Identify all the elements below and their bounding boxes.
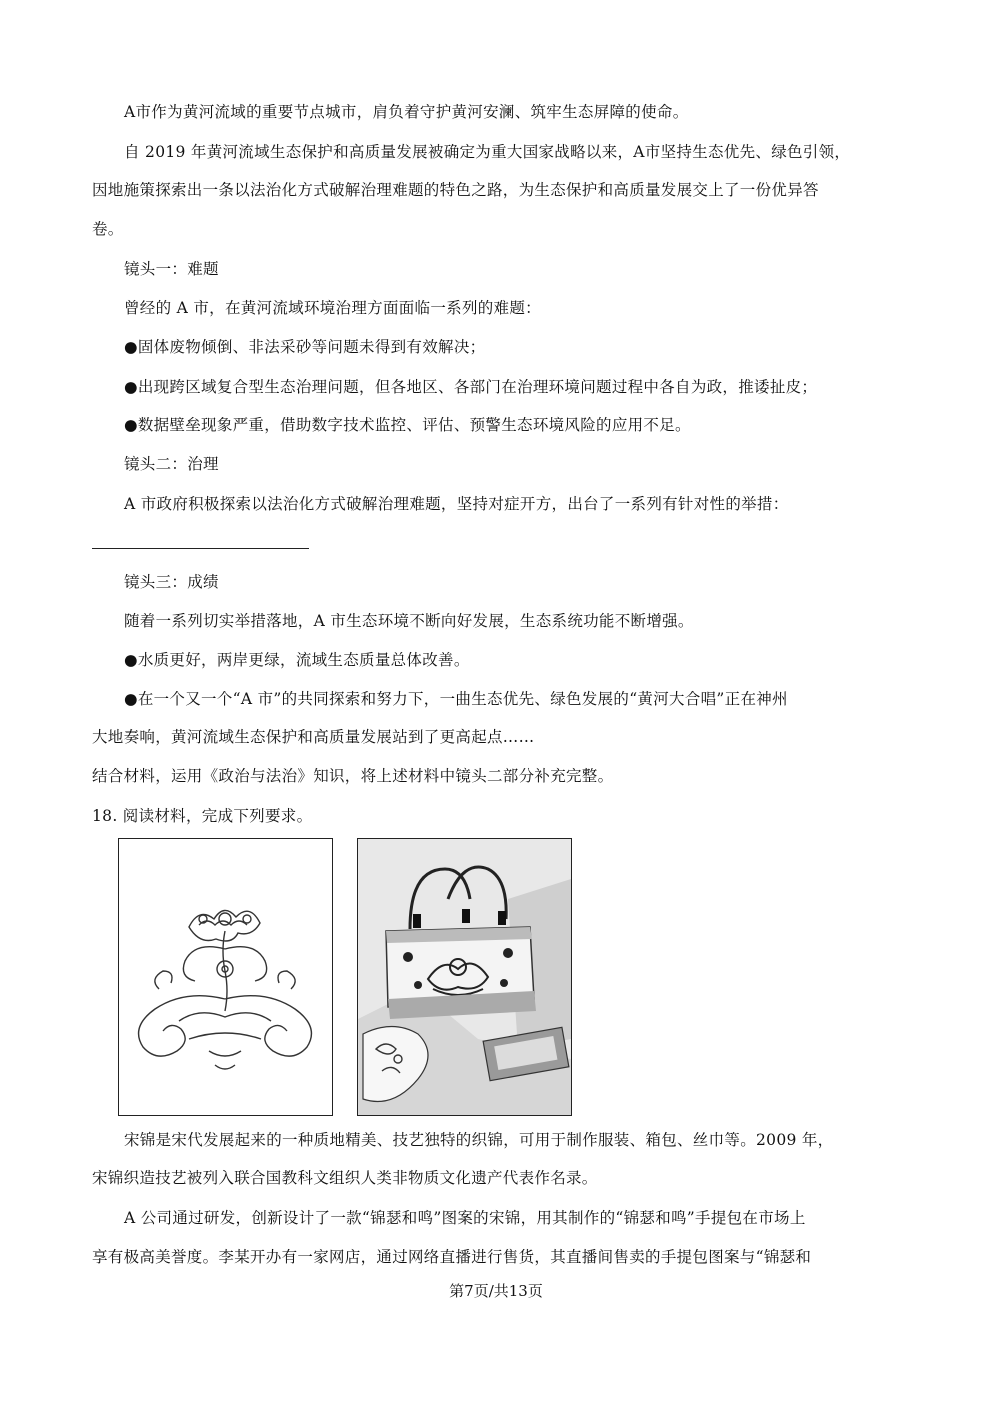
scene3-bullet-2-line2: 大地奏响，黄河流域生态保护和高质量发展站到了更高起点…… [92,728,535,746]
paragraph-strategy-line1: 自 2019 年黄河流域生态保护和高质量发展被确定为重大国家战略以来，A市坚持生态优先、绿色引领， [124,143,851,161]
paragraph-strategy-line3: 卷。 [92,220,124,238]
scene3-intro: 随着一系列切实举措落地，A 市生态环境不断向好发展，生态系统功能不断增强。 [124,612,694,630]
question-17-prompt: 结合材料，运用《政治与法治》知识，将上述材料中镜头二部分补充完整。 [92,767,614,785]
scene2-title: 镜头二：治理 [124,455,219,473]
songjin-description-line1: 宋锦是宋代发展起来的一种质地精美、技艺独特的织锦，可用于制作服装、箱包、丝巾等。2009 年， [124,1131,834,1149]
page-number-footer: 第7页/共13页 [449,1282,543,1300]
scene1-bullet-1: ●固体废物倾倒、非法采砂等问题未得到有效解决； [124,338,486,356]
brocade-ornament-illustration [119,839,332,1115]
paragraph-intro: A市作为黄河流域的重要节点城市，肩负着守护黄河安澜、筑牢生态屏障的使命。 [124,103,689,121]
company-case-line1: A 公司通过研发，创新设计了一款“锦瑟和鸣”图案的宋锦，用其制作的“锦瑟和鸣”手提包在市场上 [124,1209,806,1227]
handbag-photo-figure [357,838,572,1116]
company-case-line2: 享有极高美誉度。李某开办有一家网店，通过网络直播进行售货，其直播间售卖的手提包图案与“锦瑟和 [92,1248,812,1266]
answer-blank-line [92,548,309,549]
scene1-bullet-2: ●出现跨区域复合型生态治理问题，但各地区、各部门在治理环境问题过程中各自为政，推诿扯皮； [124,378,818,396]
brocade-pattern-figure [118,838,333,1116]
scene1-title: 镜头一：难题 [124,260,219,278]
scene3-bullet-1: ●水质更好，两岸更绿，流域生态质量总体改善。 [124,651,470,669]
paragraph-strategy-line2: 因地施策探索出一条以法治化方式破解治理难题的特色之路，为生态保护和高质量发展交上了一份优异答 [92,181,819,199]
question-18-heading: 18. 阅读材料，完成下列要求。 [92,807,313,825]
scene1-intro: 曾经的 A 市，在黄河流域环境治理方面面临一系列的难题： [124,299,541,317]
scene3-title: 镜头三：成绩 [124,573,219,591]
songjin-description-line2: 宋锦织造技艺被列入联合国教科文组织人类非物质文化遗产代表作名录。 [92,1169,598,1187]
scene2-intro: A 市政府积极探索以法治化方式破解治理难题，坚持对症开方，出台了一系列有针对性的举措： [124,495,789,513]
scene3-bullet-2-line1: ●在一个又一个“A 市”的共同探索和努力下，一曲生态优先、绿色发展的“黄河大合唱”正在神州 [124,690,788,708]
scene1-bullet-3: ●数据壁垒现象严重，借助数字技术监控、评估、预警生态环境风险的应用不足。 [124,416,691,434]
brocade-handbag-illustration [358,839,571,1115]
